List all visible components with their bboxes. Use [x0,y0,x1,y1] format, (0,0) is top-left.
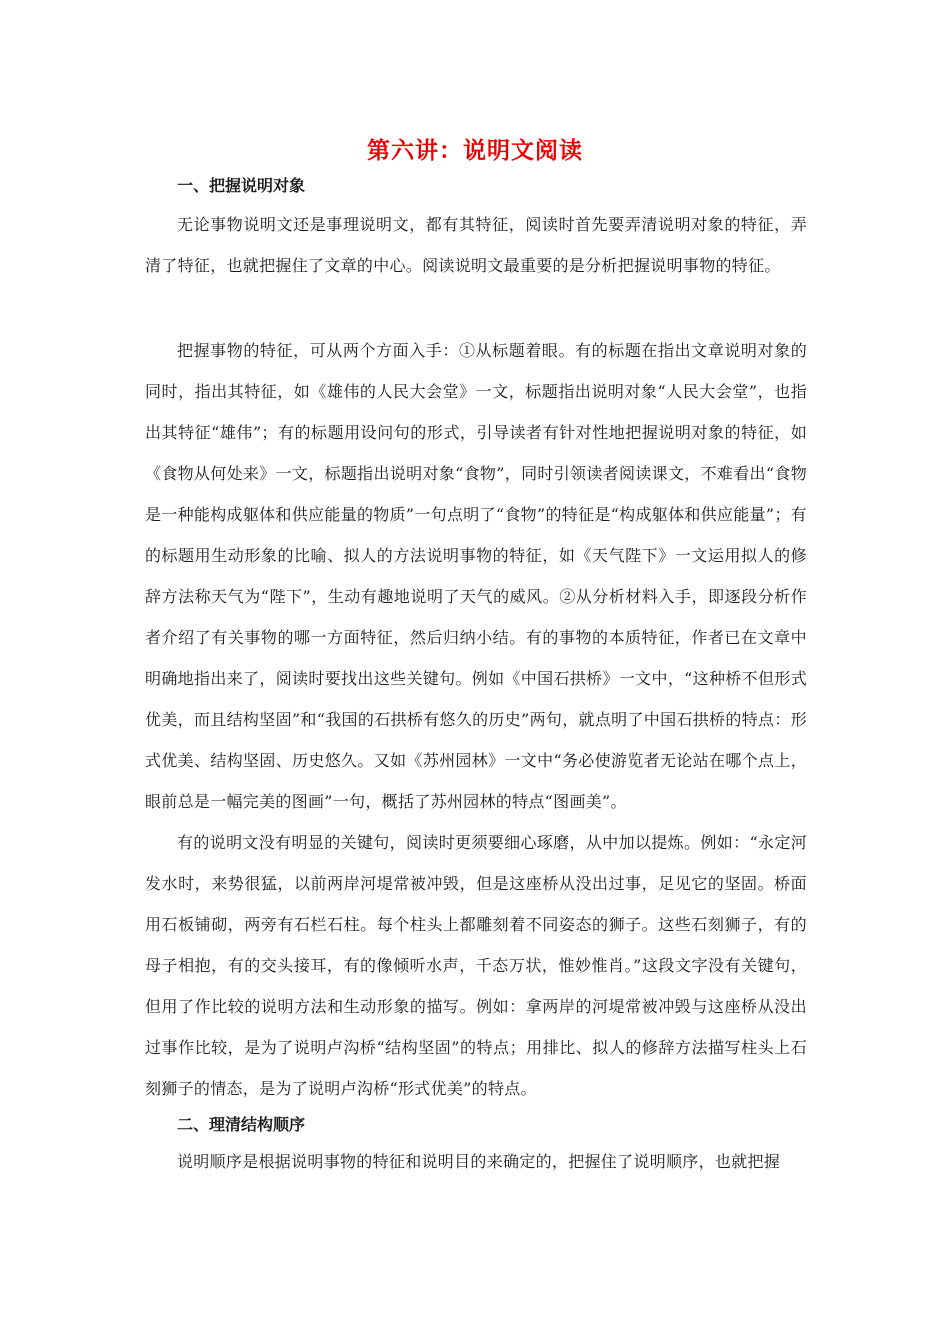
section-heading-1: 一、把握说明对象 [177,176,306,195]
section-1-paragraph-2: 把握事物的特征，可从两个方面入手：①从标题着眼。有的标题在指出文章说明对象的同时，指出其特征，如《雄伟的人民大会堂》一文，标题指出说明对象“人民大会堂”，也指出其特征“雄伟”；有的标题用设问句的形式，引导读者有针对性地把握说明对象的特征，如《食物从何处来》一文，标题指出说明对象“食物”，同时引领读者阅读课文，不难看出“食物是一种能构成躯体和供应能量的物质”一句点明了“食物”的特征是“构成躯体和供应能量”；有的标题用生动形象的比喻、拟人的方法说明事物的特征，如《天气陛下》一文运用拟人的修辞方法称天气为“陛下”，生动有趣地说明了天气的威风。②从分析材料入手，即逐段分析作者介绍了有关事物的哪一方面特征，然后归纳小结。有的事物的本质特征，作者已在文章中明确地指出来了，阅读时要找出这些关键句。例如《中国石拱桥》一文中，“这种桥不但形式优美，而且结构坚固”和“我国的石拱桥有悠久的历史”两句，就点明了中国石拱桥的特点：形式优美、结构坚固、历史悠久。又如《苏州园林》一文中“务必使游览者无论站在哪个点上，眼前总是一幅完美的图画”一句，概括了苏州园林的特点“图画美”。 [145,341,807,811]
section-2-paragraph-1: 说明顺序是根据说明事物的特征和说明目的来确定的，把握住了说明顺序，也就把握 [177,1152,781,1171]
section-1-paragraph-3: 有的说明文没有明显的关键句，阅读时更须要细心琢磨，从中加以提炼。例如：“永定河发水时，来势很猛，以前两岸河堤常被冲毁，但是这座桥从没出过事，足见它的坚固。桥面用石板铺砌，两旁有石栏石柱。每个柱头上都雕刻着不同姿态的狮子。这些石刻狮子，有的母子相抱，有的交头接耳，有的像倾听水声，千态万状，惟妙惟肖。”这段文字没有关键句，但用了作比较的说明方法和生动形象的描写。例如：拿两岸的河堤常被冲毁与这座桥从没出过事作比较，是为了说明卢沟桥“结构坚固”的特点；用排比、拟人的修辞方法描写柱头上石刻狮子的情态，是为了说明卢沟桥“形式优美”的特点。 [145,833,807,1098]
section-1-paragraph-1: 无论事物说明文还是事理说明文，都有其特征，阅读时首先要弄清说明对象的特征，弄清了特征，也就把握住了文章的中心。阅读说明文最重要的是分析把握说明事物的特征。 [145,215,807,275]
section-heading-2: 二、理清结构顺序 [177,1115,306,1134]
page-title: 第六讲：说明文阅读 [367,138,583,165]
document-body [145,172,807,1182]
